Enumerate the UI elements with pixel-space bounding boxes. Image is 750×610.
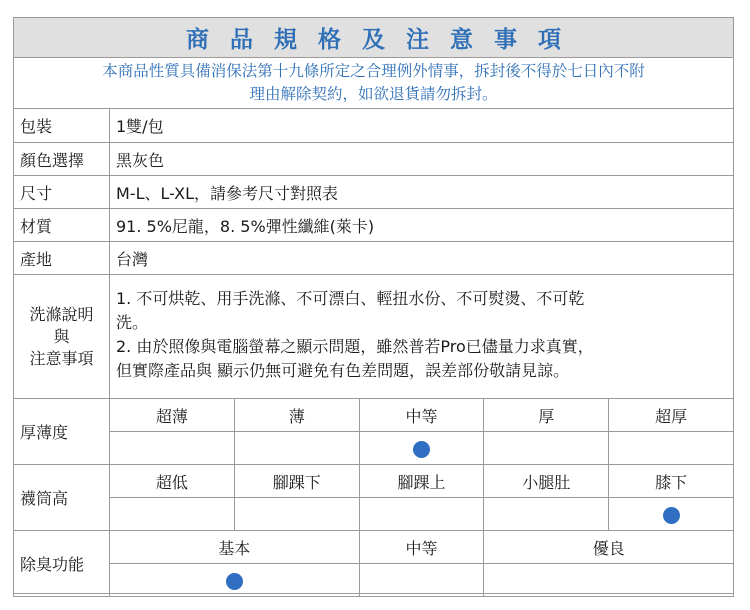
spec-label-color: 顏色選擇: [14, 143, 110, 176]
thickness-label: 厚薄度: [14, 399, 110, 465]
thickness-marker-cell: [234, 432, 359, 465]
spec-row-material: [14, 209, 734, 242]
deodorant-label: 除臭功能: [14, 531, 110, 597]
spec-row-care: [14, 275, 734, 399]
thickness-option: 超薄: [110, 399, 235, 432]
sock-height-option: 膝下: [609, 465, 734, 498]
care-line-4: 但實際產品與 顯示仍無可避免有色差問題，誤差部份敬請見諒。: [116, 361, 570, 380]
spec-row-packaging: [14, 109, 734, 143]
thickness-marker-cell: [359, 432, 484, 465]
thickness-option: 厚: [484, 399, 609, 432]
thickness-marker-cell: [609, 432, 734, 465]
sock-height-marker-cell: [234, 498, 359, 531]
deodorant-option: 優良: [484, 531, 734, 564]
spec-table: [13, 108, 734, 399]
thickness-marker-cell: [110, 432, 235, 465]
page-title: 商品規格及注意事項: [186, 27, 582, 53]
sock-height-marker-cell: [484, 498, 609, 531]
spec-row-size: [14, 176, 734, 209]
sock-height-marker-cell: [110, 498, 235, 531]
spec-row-origin: [14, 242, 734, 275]
deodorant-marker-cell: [110, 564, 360, 597]
thickness-option: 中等: [359, 399, 484, 432]
selected-dot-icon: [413, 441, 430, 458]
spec-value-size: M-L、L-XL，請參考尺寸對照表: [110, 176, 734, 209]
sock-height-marker-row: [14, 498, 734, 531]
spec-value-packaging: 1雙/包: [110, 109, 734, 143]
care-line-2: 洗。: [116, 313, 149, 332]
care-label: [14, 275, 110, 399]
spec-title-bar: [13, 17, 734, 58]
deodorant-marker-cell: [359, 564, 484, 597]
selected-dot-icon: [226, 573, 243, 590]
care-instructions: [110, 275, 734, 399]
sock-height-marker-cell: [609, 498, 734, 531]
thickness-header-row: [14, 399, 734, 432]
spec-label-material: 材質: [14, 209, 110, 242]
sock-height-header-row: [14, 465, 734, 498]
spec-value-material: 91. 5%尼龍，8. 5%彈性纖維(萊卡): [110, 209, 734, 242]
spec-row-color: [14, 143, 734, 176]
spec-label-origin: 產地: [14, 242, 110, 275]
deodorant-marker-cell: [484, 564, 734, 597]
selected-dot-icon: [663, 507, 680, 524]
thickness-marker-row: [14, 432, 734, 465]
deodorant-option: 基本: [110, 531, 360, 564]
sock-height-option: 小腿肚: [484, 465, 609, 498]
notice-line-1: 本商品性質具備消保法第十九條所定之合理例外情事，拆封後不得於七日內不附: [102, 62, 645, 80]
return-policy-notice: [13, 58, 734, 108]
sock-height-option: 腳踝下: [234, 465, 359, 498]
spec-value-color: 黑灰色: [110, 143, 734, 176]
care-line-1: 1. 不可烘乾、用手洗滌、不可漂白、輕扭水份、不可熨燙、不可乾: [116, 289, 585, 308]
sock-height-label: 襪筒高: [14, 465, 110, 531]
care-line-3: 2. 由於照像與電腦螢幕之顯示問題，雖然普若Pro已儘量力求真實，: [116, 337, 594, 356]
care-label-line-3: 注意事項: [29, 348, 94, 368]
sock-height-marker-cell: [359, 498, 484, 531]
rating-grid: [13, 398, 734, 597]
spec-label-packaging: 包裝: [14, 109, 110, 143]
deodorant-marker-row: [14, 564, 734, 597]
care-label-line-2: 與: [53, 326, 70, 346]
thickness-marker-cell: [484, 432, 609, 465]
deodorant-option: 中等: [359, 531, 484, 564]
sock-height-option: 腳踝上: [359, 465, 484, 498]
spec-value-origin: 台灣: [110, 242, 734, 275]
spec-label-size: 尺寸: [14, 176, 110, 209]
sock-height-option: 超低: [110, 465, 235, 498]
deodorant-header-row: [14, 531, 734, 564]
thickness-option: 薄: [234, 399, 359, 432]
care-label-line-1: 洗滌說明: [29, 304, 94, 324]
thickness-option: 超厚: [609, 399, 734, 432]
notice-line-2: 理由解除契約，如欲退貨請勿拆封。: [249, 85, 498, 103]
